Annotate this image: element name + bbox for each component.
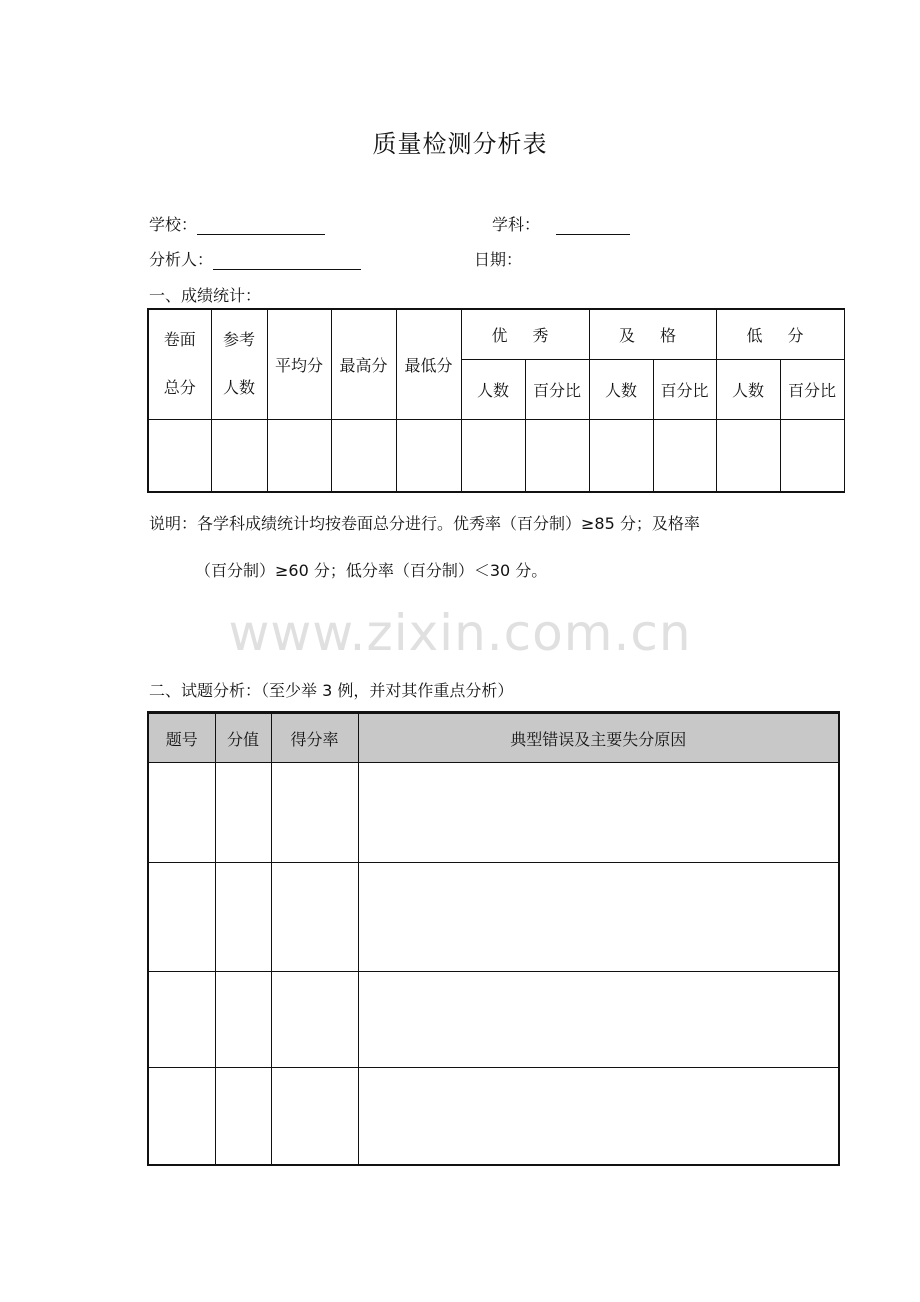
header-excellent-count: 人数 bbox=[461, 359, 525, 419]
cell-excellent-percent[interactable] bbox=[525, 419, 589, 492]
date-field bbox=[474, 247, 522, 270]
header-low: 低 分 bbox=[716, 309, 844, 359]
cell-question-number[interactable] bbox=[148, 1068, 215, 1165]
header-pass: 及 格 bbox=[589, 309, 716, 359]
cell-pass-percent[interactable] bbox=[653, 419, 716, 492]
question-analysis-table bbox=[147, 711, 840, 1166]
header-participants: 参考 人数 bbox=[211, 309, 267, 419]
date-label: 日期： bbox=[474, 250, 523, 269]
cell-typical-errors[interactable] bbox=[358, 1068, 839, 1165]
header-low-percent: 百分比 bbox=[780, 359, 844, 419]
school-blank[interactable] bbox=[197, 216, 325, 235]
header-average: 平均分 bbox=[267, 309, 331, 419]
cell-score-value[interactable] bbox=[215, 1068, 271, 1165]
header-excellent: 优 秀 bbox=[461, 309, 589, 359]
watermark-text: www.zixin.com.cn bbox=[228, 604, 692, 662]
header-excellent-percent: 百分比 bbox=[525, 359, 589, 419]
cell-lowest[interactable] bbox=[396, 419, 461, 492]
header-typical-errors: 典型错误及主要失分原因 bbox=[358, 713, 839, 763]
subject-field bbox=[492, 212, 630, 235]
cell-score-value[interactable] bbox=[215, 863, 271, 972]
header-total-score: 卷面 总分 bbox=[148, 309, 211, 419]
cell-score-rate[interactable] bbox=[271, 1068, 358, 1165]
cell-score-value[interactable] bbox=[215, 972, 271, 1068]
page-title: 质量检测分析表 bbox=[372, 130, 548, 158]
analyst-blank[interactable] bbox=[213, 251, 361, 270]
score-data-row bbox=[148, 419, 844, 492]
cell-participants[interactable] bbox=[211, 419, 267, 492]
table-row bbox=[148, 763, 839, 863]
note-line2: （百分制）≥60 分；低分率（百分制）＜30 分。 bbox=[195, 561, 548, 580]
cell-typical-errors[interactable] bbox=[358, 763, 839, 863]
cell-excellent-count[interactable] bbox=[461, 419, 525, 492]
cell-pass-count[interactable] bbox=[589, 419, 653, 492]
cell-total-score[interactable] bbox=[148, 419, 211, 492]
section2-heading: 二、试题分析：（至少举 3 例，并对其作重点分析） bbox=[149, 681, 514, 700]
header-question-number: 题号 bbox=[148, 713, 215, 763]
cell-typical-errors[interactable] bbox=[358, 863, 839, 972]
cell-typical-errors[interactable] bbox=[358, 972, 839, 1068]
analyst-field bbox=[149, 247, 361, 270]
table-row bbox=[148, 972, 839, 1068]
cell-score-value[interactable] bbox=[215, 763, 271, 863]
cell-average[interactable] bbox=[267, 419, 331, 492]
cell-question-number[interactable] bbox=[148, 863, 215, 972]
header-score-value: 分值 bbox=[215, 713, 271, 763]
table-row bbox=[148, 863, 839, 972]
section1-heading: 一、成绩统计： bbox=[149, 286, 262, 305]
school-label: 学校： bbox=[149, 215, 198, 234]
school-field bbox=[149, 212, 325, 235]
header-low-count: 人数 bbox=[716, 359, 780, 419]
header-lowest: 最低分 bbox=[396, 309, 461, 419]
cell-score-rate[interactable] bbox=[271, 863, 358, 972]
cell-score-rate[interactable] bbox=[271, 763, 358, 863]
score-stats-table bbox=[147, 308, 845, 493]
analyst-label: 分析人： bbox=[149, 250, 214, 269]
cell-score-rate[interactable] bbox=[271, 972, 358, 1068]
header-pass-count: 人数 bbox=[589, 359, 653, 419]
cell-highest[interactable] bbox=[331, 419, 396, 492]
cell-question-number[interactable] bbox=[148, 763, 215, 863]
subject-label: 学科： bbox=[492, 215, 541, 234]
header-pass-percent: 百分比 bbox=[653, 359, 716, 419]
cell-low-count[interactable] bbox=[716, 419, 780, 492]
header-highest: 最高分 bbox=[331, 309, 396, 419]
cell-question-number[interactable] bbox=[148, 972, 215, 1068]
header-score-rate: 得分率 bbox=[271, 713, 358, 763]
table-row bbox=[148, 1068, 839, 1165]
subject-blank[interactable] bbox=[556, 216, 630, 235]
note-line1: 说明：各学科成绩统计均按卷面总分进行。优秀率（百分制）≥85 分；及格率 bbox=[149, 514, 700, 533]
cell-low-percent[interactable] bbox=[780, 419, 844, 492]
